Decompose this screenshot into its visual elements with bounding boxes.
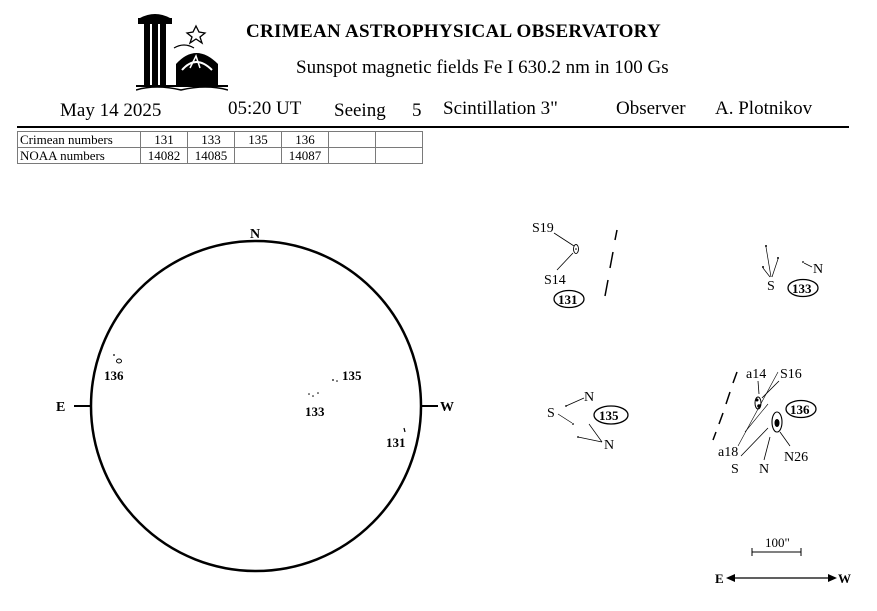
region-133-panel: [762, 245, 823, 297]
region-136-label: 136: [104, 368, 124, 383]
seeing-value: 5: [412, 100, 422, 121]
panel-131-label-s19: S19: [532, 221, 554, 236]
panel-135-label-s: S: [547, 406, 555, 421]
region-131-label: 131: [386, 435, 406, 450]
panel-133-label-s: S: [767, 279, 775, 294]
disk-outline: [91, 241, 421, 571]
panel-136-region-id: 136: [790, 402, 810, 417]
panel-135-region-id: 135: [599, 408, 619, 423]
panel-131-label-s14: S14: [544, 273, 566, 288]
region-135-label: 135: [342, 368, 362, 383]
panel-136-label-n: N: [759, 462, 770, 477]
scale-bar: [752, 535, 801, 556]
region-131-panel: [532, 221, 617, 308]
chart-subtitle: Sunspot magnetic fields Fe I 630.2 nm in 100 Gs: [296, 57, 669, 78]
table-cell: 133: [188, 132, 235, 148]
observatory-title: CRIMEAN ASTROPHYSICAL OBSERVATORY: [246, 21, 662, 42]
scale-bar-label: 100": [765, 535, 790, 550]
panel-136-label-s: S: [731, 462, 739, 477]
panel-133-label-n: N: [813, 262, 824, 277]
panel-135-label-n2: N: [604, 438, 615, 453]
row-label: Crimean numbers: [18, 132, 141, 148]
panel-136-label-a18: a18: [718, 445, 739, 460]
region-135-panel: [547, 390, 628, 453]
panel-135-label-n1: N: [584, 390, 595, 405]
observation-date: May 14 2025: [60, 100, 162, 121]
solar-disk: [56, 227, 454, 571]
region-136-panel: [713, 367, 816, 477]
panel-131-region-id: 131: [558, 292, 578, 307]
scintillation-value: Scintillation 3": [443, 98, 558, 119]
observer-name: A. Plotnikov: [715, 98, 813, 119]
panel-136-label-n26: N26: [784, 450, 809, 465]
table-cell: 14087: [282, 148, 329, 164]
west-label: W: [440, 400, 454, 415]
observer-label: Observer: [616, 98, 686, 119]
direction-axis: [715, 571, 851, 586]
region-133-spot: [308, 392, 319, 397]
panel-133-region-id: 133: [792, 281, 812, 296]
table-cell: 136: [282, 132, 329, 148]
panel-136-label-s16: S16: [780, 367, 802, 382]
observation-time: 05:20 UT: [228, 98, 302, 119]
table-cell: 14085: [188, 148, 235, 164]
direction-west-label: W: [838, 571, 851, 586]
north-label: N: [250, 227, 261, 242]
region-131-spot: [404, 428, 405, 432]
row-label: NOAA numbers: [18, 148, 141, 164]
direction-east-label: E: [715, 571, 724, 586]
region-135-spot: [332, 379, 338, 382]
table-cell: 131: [141, 132, 188, 148]
east-label: E: [56, 400, 66, 415]
panel-136-label-a14: a14: [746, 367, 767, 382]
table-cell: 14082: [141, 148, 188, 164]
table-cell: 135: [235, 132, 282, 148]
region-133-label: 133: [305, 404, 325, 419]
region-136-spot: [113, 354, 121, 363]
seeing-label: Seeing: [334, 100, 386, 121]
